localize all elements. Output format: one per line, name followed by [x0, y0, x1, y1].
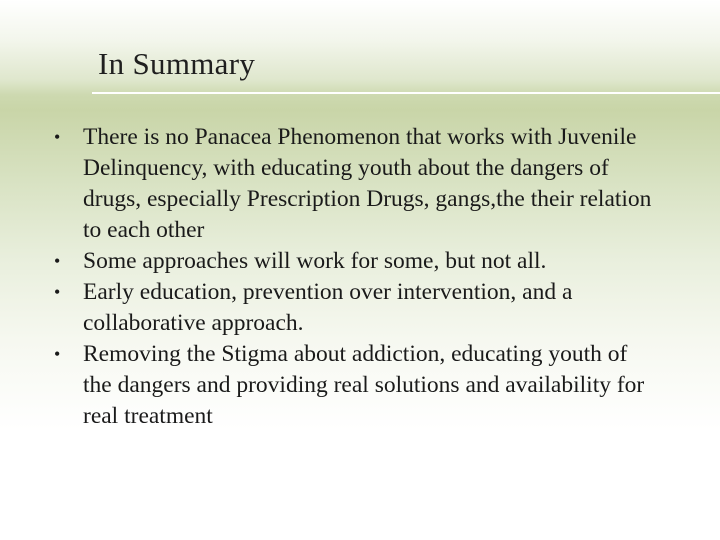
bullet-text: Removing the Stigma about addiction, educating youth of the dangers and providing real solutions and availability for real treatment: [83, 341, 645, 429]
bullet-list: [54, 122, 654, 432]
bullet-text: There is no Panacea Phenomenon that works with Juvenile Delinquency, with educating youth about the dangers of drugs, especially Prescription Drugs, gangs,the their relation to each other: [83, 124, 652, 243]
title-divider: [92, 92, 720, 94]
bullet-item: [54, 122, 654, 246]
bullet-marker: •: [54, 251, 61, 271]
bullet-marker: •: [54, 127, 61, 147]
bullet-item: [54, 277, 654, 339]
bullet-text: Some approaches will work for some, but not all.: [83, 248, 547, 274]
bullet-item: [54, 339, 654, 432]
bullet-marker: •: [54, 282, 61, 302]
bullet-marker: •: [54, 344, 61, 364]
bullet-item: [54, 246, 654, 277]
slide-title: In Summary: [98, 46, 256, 81]
bullet-text: Early education, prevention over intervention, and a collaborative approach.: [83, 279, 573, 336]
